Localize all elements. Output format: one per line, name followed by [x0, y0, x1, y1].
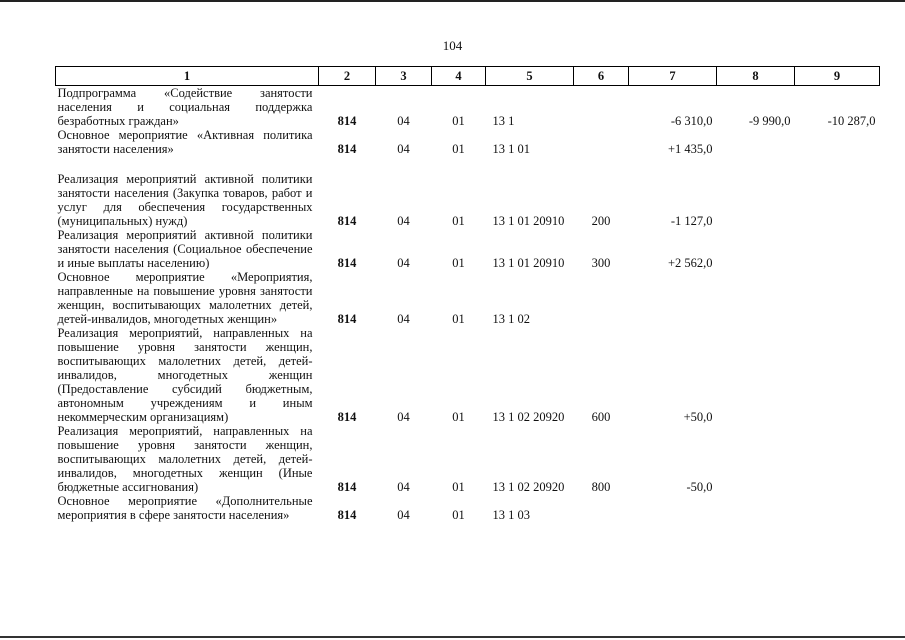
target-article-code: 13 1: [492, 114, 515, 128]
amount-col-7: +1 435,0: [667, 142, 713, 156]
table-row: [56, 326, 880, 424]
col-header-8: 8: [717, 67, 795, 86]
row-name: Подпрограмма «Содействие занятости населения и социальная поддержка безработных граждан»: [57, 86, 313, 128]
col-header-2: 2: [319, 67, 376, 86]
amount-col-8: [717, 128, 795, 156]
row-name: Реализация мероприятий активной политики занятости населения (Закупка товаров, работ и услуг для обеспечения государственных (муниципальных) нужд): [57, 172, 313, 228]
amount-col-8: [717, 424, 795, 494]
amount-col-7: [629, 270, 717, 326]
expense-type-code: [574, 128, 629, 156]
expense-type-code: [574, 494, 629, 522]
table-row: [56, 424, 880, 494]
row-name: Реализация мероприятий активной политики занятости населения (Социальное обеспечение и иные выплаты населению): [57, 228, 313, 270]
grbs-code: 814: [337, 142, 357, 156]
row-name: Основное мероприятие «Дополнительные мероприятия в сфере занятости населения»: [57, 494, 313, 522]
page-number: 104: [442, 38, 463, 53]
target-article-code: 13 1 02 20920: [492, 410, 565, 424]
expense-type-code: 200: [591, 214, 611, 228]
table-row: [56, 494, 880, 522]
section-code: 04: [397, 142, 410, 156]
grbs-code: 814: [337, 480, 357, 494]
scan-edge-bottom: [0, 636, 905, 638]
subsection-code: 01: [452, 214, 465, 228]
subsection-code: 01: [452, 508, 465, 522]
grbs-code: 814: [337, 410, 357, 424]
target-article-code: 13 1 01: [492, 142, 530, 156]
target-article-code: 13 1 02: [492, 312, 530, 326]
col-header-9: 9: [795, 67, 880, 86]
col-header-4: 4: [432, 67, 486, 86]
amount-col-8: [717, 228, 795, 270]
budget-table: [55, 66, 880, 522]
amount-col-8: [717, 270, 795, 326]
amount-col-9: [795, 424, 880, 494]
row-name: Основное мероприятие «Мероприятия, направленные на повышение уровня занятости женщин, воспитывающих малолетних детей, детей-инвалидов, многодетных женщин»: [57, 270, 313, 326]
col-header-3: 3: [376, 67, 432, 86]
amount-col-7: [629, 494, 717, 522]
amount-col-8: [717, 326, 795, 424]
target-article-code: 13 1 02 20920: [492, 480, 565, 494]
section-code: 04: [397, 214, 410, 228]
amount-col-8: -9 990,0: [748, 114, 791, 128]
target-article-code: 13 1 03: [492, 508, 530, 522]
amount-col-9: [795, 128, 880, 156]
column-header-row: [56, 67, 880, 86]
table-row: [56, 86, 880, 129]
amount-col-7: -6 310,0: [670, 114, 713, 128]
col-header-5: 5: [486, 67, 574, 86]
amount-col-7: -50,0: [686, 480, 713, 494]
expense-type-code: 300: [591, 256, 611, 270]
amount-col-9: [795, 228, 880, 270]
row-name: Основное мероприятие «Активная политика занятости населения»: [57, 128, 313, 156]
target-article-code: 13 1 01 20910: [492, 214, 565, 228]
amount-col-9: -10 287,0: [827, 114, 876, 128]
amount-col-9: [795, 494, 880, 522]
section-code: 04: [397, 410, 410, 424]
col-header-7: 7: [629, 67, 717, 86]
amount-col-7: +50,0: [683, 410, 713, 424]
section-code: 04: [397, 256, 410, 270]
section-code: 04: [397, 114, 410, 128]
row-name: Реализация мероприятий, направленных на повышение уровня занятости женщин, воспитывающих малолетних детей, детей-инвалидов, многодетных женщин (Иные бюджетные ассигнования): [57, 424, 313, 494]
grbs-code: 814: [337, 214, 357, 228]
amount-col-7: -1 127,0: [670, 214, 713, 228]
table-row: [56, 228, 880, 270]
expense-type-code: 800: [591, 480, 611, 494]
amount-col-8: [717, 172, 795, 228]
scan-edge-top: [0, 0, 905, 2]
grbs-code: 814: [337, 114, 357, 128]
subsection-code: 01: [452, 142, 465, 156]
subsection-code: 01: [452, 114, 465, 128]
amount-col-9: [795, 326, 880, 424]
expense-type-code: 600: [591, 410, 611, 424]
table-row: [56, 172, 880, 228]
grbs-code: 814: [337, 256, 357, 270]
blank-row: [56, 156, 880, 172]
expense-type-code: [574, 86, 629, 129]
row-name: Реализация мероприятий, направленных на повышение уровня занятости женщин, воспитывающих малолетних детей, детей-инвалидов, многодетных женщин (Предоставление субсидий бюджетным, автономным учреждениям и иным некоммерческим организациям): [57, 326, 313, 424]
subsection-code: 01: [452, 410, 465, 424]
col-header-6: 6: [574, 67, 629, 86]
amount-col-7: +2 562,0: [667, 256, 713, 270]
subsection-code: 01: [452, 256, 465, 270]
subsection-code: 01: [452, 480, 465, 494]
section-code: 04: [397, 480, 410, 494]
amount-col-8: [717, 494, 795, 522]
expense-type-code: [574, 270, 629, 326]
section-code: 04: [397, 312, 410, 326]
grbs-code: 814: [337, 508, 357, 522]
grbs-code: 814: [337, 312, 357, 326]
target-article-code: 13 1 01 20910: [492, 256, 565, 270]
subsection-code: 01: [452, 312, 465, 326]
amount-col-9: [795, 270, 880, 326]
amount-col-9: [795, 172, 880, 228]
table-row: [56, 270, 880, 326]
section-code: 04: [397, 508, 410, 522]
col-header-1: 1: [56, 67, 319, 86]
table-row: [56, 128, 880, 156]
